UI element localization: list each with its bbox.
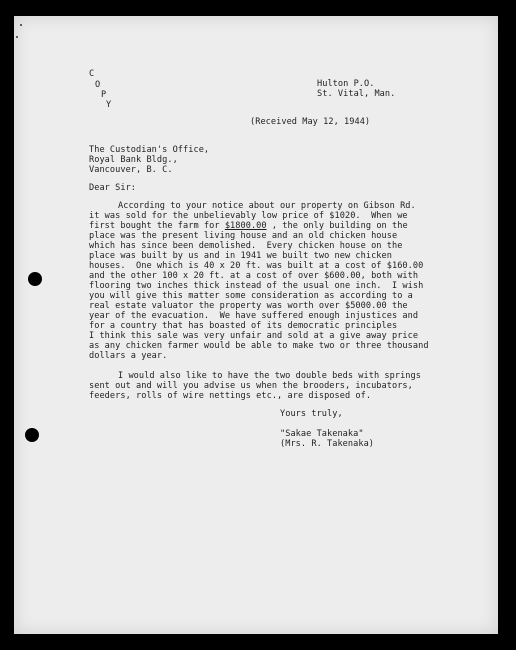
paragraph-line: for a country that has boasted of its democratic principles	[89, 321, 398, 331]
scan-speck	[20, 24, 22, 26]
signature-name: (Mrs. R. Takenaka)	[280, 439, 375, 449]
paragraph-line: it was sold for the unbelievably low price of $1020. When we	[89, 211, 408, 221]
paragraph-line: as any chicken farmer would be able to make two or three thousand	[89, 341, 429, 351]
paragraph-line: you will give this matter some consideration as according to a	[89, 291, 413, 301]
binder-hole-top	[28, 272, 42, 286]
recipient-line: The Custodian's Office,	[89, 145, 210, 155]
salutation: Dear Sir:	[89, 183, 137, 193]
paragraph-line: flooring two inches thick instead of the usual one inch. I wish	[89, 281, 424, 291]
paragraph-line: real estate valuator the property was worth over $5000.00 the	[89, 301, 408, 311]
purchase-amount: $1800.00	[224, 221, 267, 231]
paragraph-line: I think this sale was very unfair and sold at a give away price	[89, 331, 419, 341]
copy-letter: P	[101, 90, 107, 100]
copy-letter: Y	[106, 100, 112, 110]
recipient-line: Royal Bank Bldg.,	[89, 155, 178, 165]
paragraph-line: sent out and will you advise us when the brooders, incubators,	[89, 381, 413, 391]
paragraph-line: and the other 100 x 20 ft. at a cost of over $600.00, both with	[89, 271, 419, 281]
sender-address-line: St. Vital, Man.	[317, 89, 396, 99]
recipient-line: Vancouver, B. C.	[89, 165, 173, 175]
document-page	[14, 16, 498, 634]
paragraph-line: year of the evacuation. We have suffered enough injustices and	[89, 311, 419, 321]
paragraph-line: feeders, rolls of wire nettings etc., are disposed of.	[89, 391, 372, 401]
received-date: (Received May 12, 1944)	[250, 117, 371, 127]
paragraph-line: which has since been demolished. Every chicken house on the	[89, 241, 403, 251]
paragraph-line: I would also like to have the two double beds with springs	[118, 371, 421, 381]
paragraph-line	[89, 221, 408, 231]
closing: Yours truly,	[280, 409, 343, 419]
binder-hole-bottom	[25, 428, 39, 442]
copy-letter: C	[89, 69, 95, 79]
copy-letter: O	[95, 80, 101, 90]
paragraph-line: place was the present living house and an old chicken house	[89, 231, 398, 241]
paragraph-text: , the only building on the	[266, 221, 408, 231]
scan-speck	[16, 36, 18, 38]
paragraph-line: dollars a year.	[89, 351, 168, 361]
sender-address-line: Hulton P.O.	[317, 79, 375, 89]
paragraph-line: According to your notice about our property on Gibson Rd.	[118, 201, 416, 211]
paragraph-line: houses. One which is 40 x 20 ft. was built at a cost of $160.00	[89, 261, 424, 271]
paragraph-text: first bought the farm for	[89, 221, 225, 231]
paragraph-line: place was built by us and in 1941 we built two new chicken	[89, 251, 392, 261]
signature: "Sakae Takenaka"	[280, 429, 364, 439]
